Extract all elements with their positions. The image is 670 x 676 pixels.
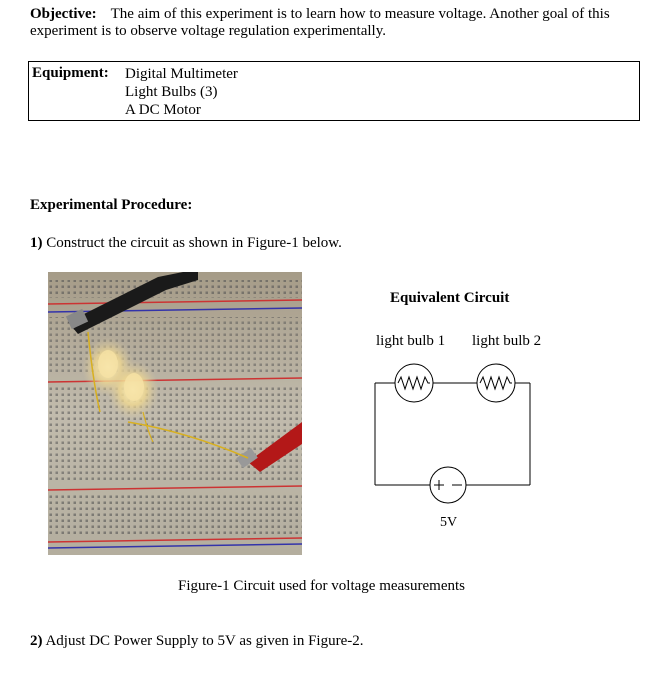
equipment-item: A DC Motor	[125, 102, 201, 118]
source-voltage-label: 5V	[440, 515, 458, 530]
step-number: 2)	[30, 633, 43, 649]
procedure-title: Experimental Procedure:	[30, 197, 193, 213]
bulb-2-label: light bulb 2	[472, 333, 542, 349]
equipment-label: Equipment:	[32, 65, 109, 81]
step-number: 1)	[30, 235, 43, 251]
objective-paragraph	[30, 6, 642, 40]
equipment-box	[28, 61, 640, 121]
bulb-1-label: light bulb 1	[376, 333, 446, 349]
bulb-2-symbol	[477, 364, 515, 402]
equivalent-circuit-title: Equivalent Circuit	[390, 290, 510, 306]
voltage-source-symbol	[430, 467, 466, 503]
breadboard-photo	[48, 272, 302, 555]
bulb-1-symbol	[395, 364, 433, 402]
circuit-diagram	[360, 355, 560, 545]
step-text: Construct the circuit as shown in Figure-1 below.	[46, 235, 342, 251]
procedure-step-2	[30, 633, 364, 650]
equipment-item: Light Bulbs (3)	[125, 84, 218, 100]
step-text: Adjust DC Power Supply to 5V as given in Figure-2.	[45, 633, 364, 649]
objective-text: The aim of this experiment is to learn how to measure voltage. Another goal of this experiment is to observe voltage regulation experimentally.	[30, 6, 610, 39]
procedure-step-1	[30, 235, 342, 252]
figure-caption: Figure-1 Circuit used for voltage measurements	[178, 578, 466, 594]
objective-label: Objective:	[30, 6, 97, 22]
equipment-list	[125, 65, 238, 119]
equipment-item: Digital Multimeter	[125, 66, 238, 82]
